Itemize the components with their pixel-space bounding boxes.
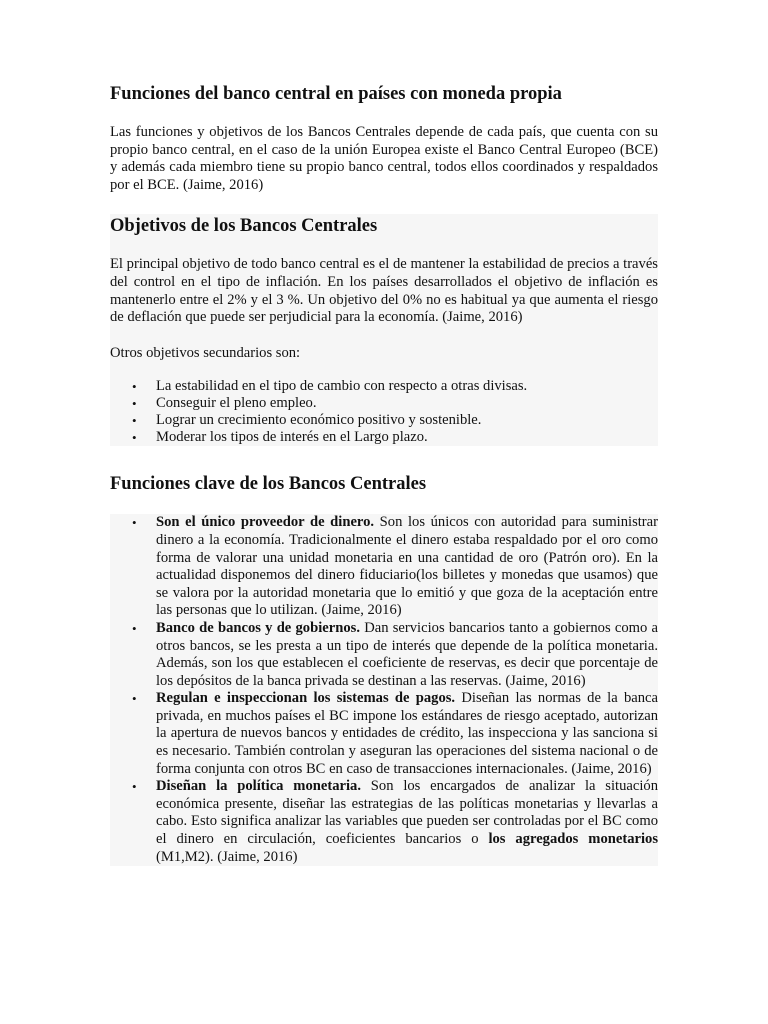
list-item xyxy=(110,514,658,620)
paragraph-intro: Las funciones y objetivos de los Bancos Centrales depende de cada país, que cuenta con su propio banco central, en el caso de la unión Europea existe el Banco Central Europeo (BCE) y además cada miembro tiene su propio banco central, todos ellos coordinados y respaldados por el BCE. (Jaime, 2016) xyxy=(110,124,658,193)
function-title: Son el único proveedor de dinero. xyxy=(156,514,375,531)
heading-objetivos: Objetivos de los Bancos Centrales xyxy=(110,216,378,237)
list-item xyxy=(110,778,658,866)
list-item xyxy=(110,690,658,778)
bullet-icon: • xyxy=(132,379,137,395)
paragraph-otros-objetivos: Otros objetivos secundarios son: xyxy=(110,344,301,361)
bullet-icon: • xyxy=(132,396,137,412)
function-title: Diseñan la política monetaria. xyxy=(156,778,361,795)
function-text-end: (M1,M2). (Jaime, 2016) xyxy=(156,848,298,865)
function-title: Banco de bancos y de gobiernos. xyxy=(156,619,360,636)
list-item: • Conseguir el pleno empleo. xyxy=(132,395,317,412)
bullet-icon: • xyxy=(132,620,137,636)
list-item: • Lograr un crecimiento económico positivo y sostenible. xyxy=(132,412,482,429)
function-text: Diseñan las normas de la banca privada, en muchos países el BC impone los estándares de riesgo aceptado, autorizan la apertura de nuevos bancos y entidades de crédito, las inspecciona y las sanciona si es necesario. También controlan y aseguran las operaciones del sistema nacional o de forma conjunta con otros BC en caso de transacciones internacionales. (Jaime, 2016) xyxy=(156,690,659,777)
list-item xyxy=(110,620,658,690)
function-bold-tail: los agregados monetarios xyxy=(488,831,659,848)
paragraph-objetivo-principal: El principal objetivo de todo banco central es el de mantener la estabilidad de precios a través del control en el tipo de inflación. En los países desarrollados el objetivo de inflación es mantenerlo entre el 2% y el 3 %. Un objetivo del 0% no es habitual ya que aumenta el riesgo de deflación que puede ser perjudicial para la economía. (Jaime, 2016) xyxy=(110,256,658,326)
document-page xyxy=(110,82,658,866)
function-text: Dan servicios bancarios tanto a gobiernos como a otros bancos, se les presta a un tipo de interés que depende de la política monetaria. Además, son los que establecen el coeficiente de reservas, es decir que porcentaje de los depósitos de la banca privada se destinan a las reservas. (Jaime, 2016) xyxy=(156,619,658,689)
function-title: Regulan e inspeccionan los sistemas de pagos. xyxy=(156,690,456,707)
bullet-icon: • xyxy=(132,413,137,429)
bullet-icon: • xyxy=(132,691,137,707)
list-key-functions xyxy=(110,514,658,866)
list-secondary-objectives xyxy=(110,378,658,446)
function-text: Son los únicos con autoridad para suministrar dinero a la economía. Tradicionalmente el dinero estaba respaldado por el oro como forma de valorar una unidad monetaria en una cantidad de oro (Patrón oro). En la actualidad disponemos del dinero fiduciario(los billetes y monedas que usamos) que se valora por la autoridad monetaria que lo emitió y que goza de la aceptación entre las personas que lo utilizan. (Jaime, 2016) xyxy=(156,514,659,619)
function-text: Son los encargados de analizar la situación económica presente, diseñar las estrategias de las políticas monetarias y llevarlas a cabo. Esto significa analizar las variables que pueden ser controladas por el BC como el dinero en circulación, coeficientes bancarios o xyxy=(156,778,658,848)
heading-funciones-banco-central: Funciones del banco central en países con moneda propia xyxy=(110,84,562,104)
bullet-icon: • xyxy=(132,779,137,795)
bullet-icon: • xyxy=(132,430,137,446)
bullet-icon: • xyxy=(132,515,137,531)
list-item: • Moderar los tipos de interés en el Largo plazo. xyxy=(132,429,428,446)
heading-funciones-clave: Funciones clave de los Bancos Centrales xyxy=(110,474,427,495)
section-objetivos xyxy=(110,214,658,446)
list-item: • La estabilidad en el tipo de cambio con respecto a otras divisas. xyxy=(132,378,528,395)
